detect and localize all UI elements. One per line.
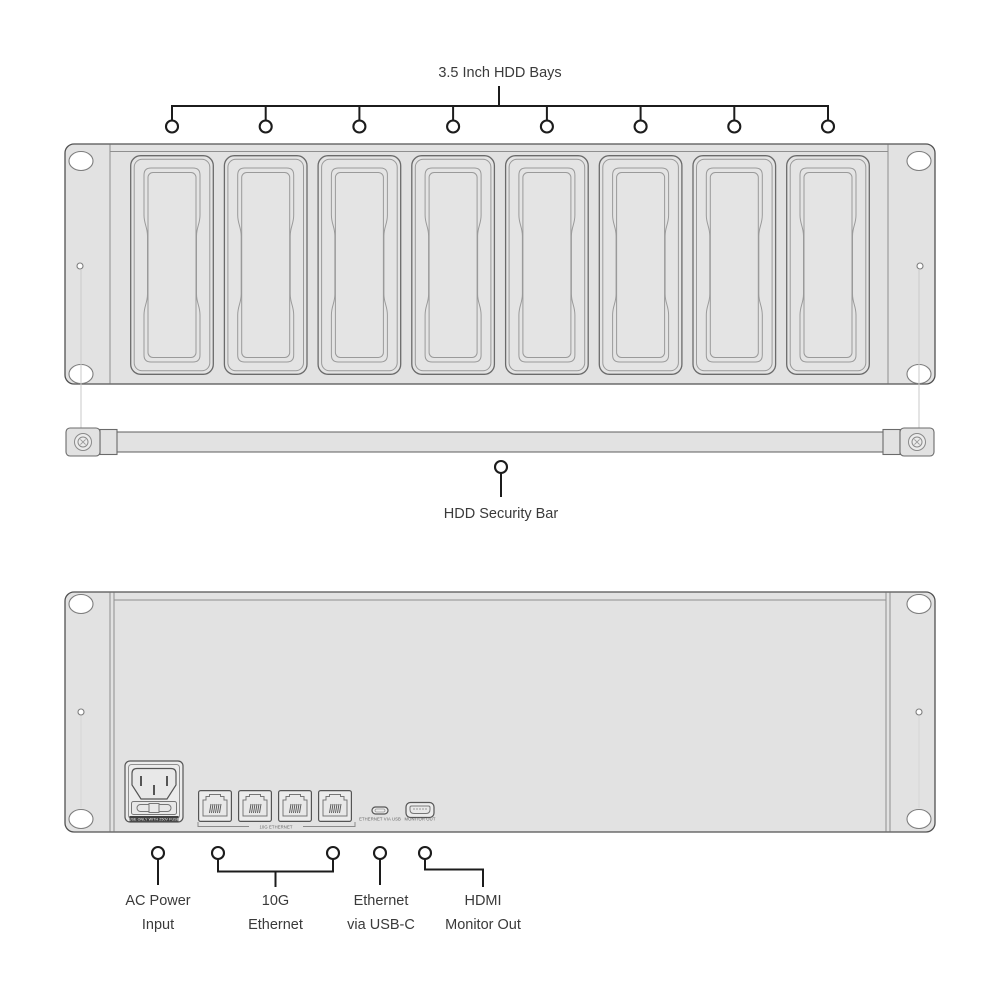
usb-callout-circle: [374, 847, 386, 859]
hdd-bay-1: [131, 156, 214, 375]
front-ear-hole: [69, 152, 93, 171]
front-ear-hole: [907, 152, 931, 171]
ac-callout-circle: [152, 847, 164, 859]
usb-c-label: ETHERNET VIA USB: [359, 816, 401, 822]
rear-ear-hole: [69, 595, 93, 614]
security-bar-right-screw: [909, 434, 926, 451]
rear-ear-pin-hole: [78, 709, 84, 715]
hdd-bay-5: [506, 156, 589, 375]
rear-ear-pin-hole: [916, 709, 922, 715]
front-panel: [65, 144, 935, 384]
rear-ear-hole: [907, 595, 931, 614]
usb-c-connector: [372, 807, 388, 814]
hdmi-label: MONITOR OUT: [404, 816, 436, 822]
security-bar-right-clamp: [883, 430, 900, 455]
rear-callouts: [125, 847, 521, 933]
hdmi-label-line1: HDMI: [464, 893, 502, 909]
rear-ear-hole: [907, 810, 931, 829]
security-bar-left-clamp: [100, 430, 117, 455]
ethernet-label-line2: Ethernet: [248, 917, 303, 933]
rear-ear-hole: [69, 810, 93, 829]
hdd-bay-3: [318, 156, 401, 375]
bay-drop-1: [166, 106, 178, 133]
ac-power-label-line2: Input: [141, 917, 175, 933]
bay-drop-4: [447, 106, 459, 133]
fuse-warning-label: USE ONLY WITH 250V FUSE: [128, 817, 180, 822]
hdd-bay-4: [412, 156, 495, 375]
hdmi-callout-line: [425, 860, 483, 887]
usb-label-line1: Ethernet: [353, 893, 409, 909]
hdd-bay-2: [224, 156, 307, 375]
hdmi-port: [404, 803, 435, 822]
hdd-bays-callout: [166, 65, 834, 133]
bay-drop-7: [728, 106, 740, 133]
hdmi-callout-circle: [419, 847, 431, 859]
security-bar-body: [101, 432, 899, 452]
ethernet-callout-circle-right: [327, 847, 339, 859]
security-bar-callout-circle: [495, 461, 507, 473]
front-ear-pin-hole: [77, 263, 83, 269]
bay-drop-2: [260, 106, 272, 133]
security-bar-callout: [444, 461, 559, 522]
usb-label-line2: via USB-C: [347, 917, 415, 933]
bay-drop-8: [822, 106, 834, 133]
front-ear-pin-hole: [917, 263, 923, 269]
rear-panel: [65, 592, 935, 832]
ethernet-port-4: [319, 791, 352, 822]
security-bar-label: HDD Security Bar: [443, 506, 559, 522]
ethernet-label-line1: 10G: [261, 893, 290, 909]
security-bar-left-screw: [75, 434, 92, 451]
fuse-tab: [149, 804, 159, 813]
bay-drop-5: [541, 106, 553, 133]
hdmi-label-line2: Monitor Out: [445, 917, 521, 933]
bay-drop-6: [635, 106, 647, 133]
ac-power-inlet: [125, 761, 183, 822]
ethernet-callout-circle-left: [212, 847, 224, 859]
rear-panel-body: [65, 592, 935, 832]
hdd-bays-label: 3.5 Inch HDD Bays: [438, 65, 562, 81]
ac-power-label-line1: AC Power: [125, 893, 191, 909]
ethernet-port-1: [199, 791, 232, 822]
ethernet-port-2: [239, 791, 272, 822]
hdd-bay-8: [787, 156, 870, 375]
hdd-bay-6: [599, 156, 682, 375]
hdd-bay-7: [693, 156, 776, 375]
bay-drop-3: [353, 106, 365, 133]
ethernet-10g-label: 10G ETHERNET: [259, 824, 293, 830]
ethernet-callout-bracket: [218, 860, 333, 887]
ethernet-port-3: [279, 791, 312, 822]
